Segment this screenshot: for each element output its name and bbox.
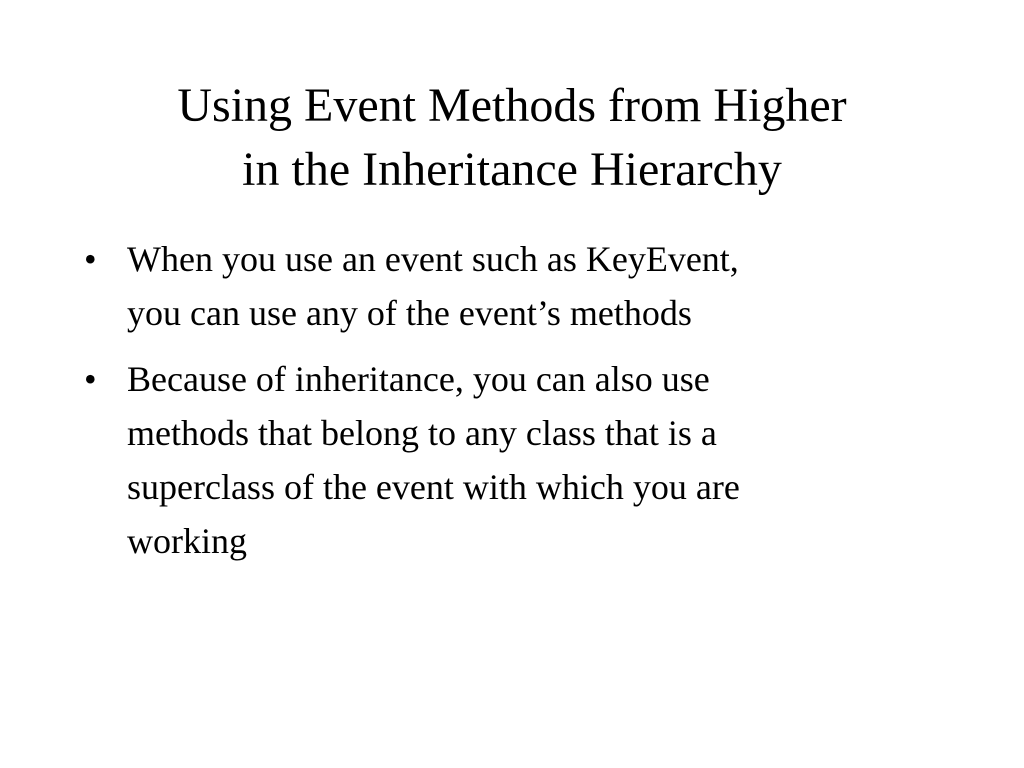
bullet-text-line: working <box>127 521 247 561</box>
bullet-text-line: superclass of the event with which you are <box>127 467 740 507</box>
bullet-text-line: methods that belong to any class that is a <box>127 413 717 453</box>
bullet-text-line: you can use any of the event’s methods <box>127 293 692 333</box>
bullet-marker-icon: • <box>84 359 97 399</box>
slide-title-line: Using Event Methods from Higher <box>177 79 847 132</box>
bullet-text-line: When you use an event such as KeyEvent, <box>127 239 739 279</box>
slide-title-line: in the Inheritance Hierarchy <box>242 143 782 196</box>
bullet-item-inheritance <box>84 352 944 568</box>
bullet-text-line: Because of inheritance, you can also use <box>127 359 710 399</box>
bullet-item-keyevent-methods <box>84 232 944 340</box>
bullet-marker-icon: • <box>84 239 97 279</box>
bullet-list <box>84 232 944 568</box>
slide-title <box>62 74 962 202</box>
